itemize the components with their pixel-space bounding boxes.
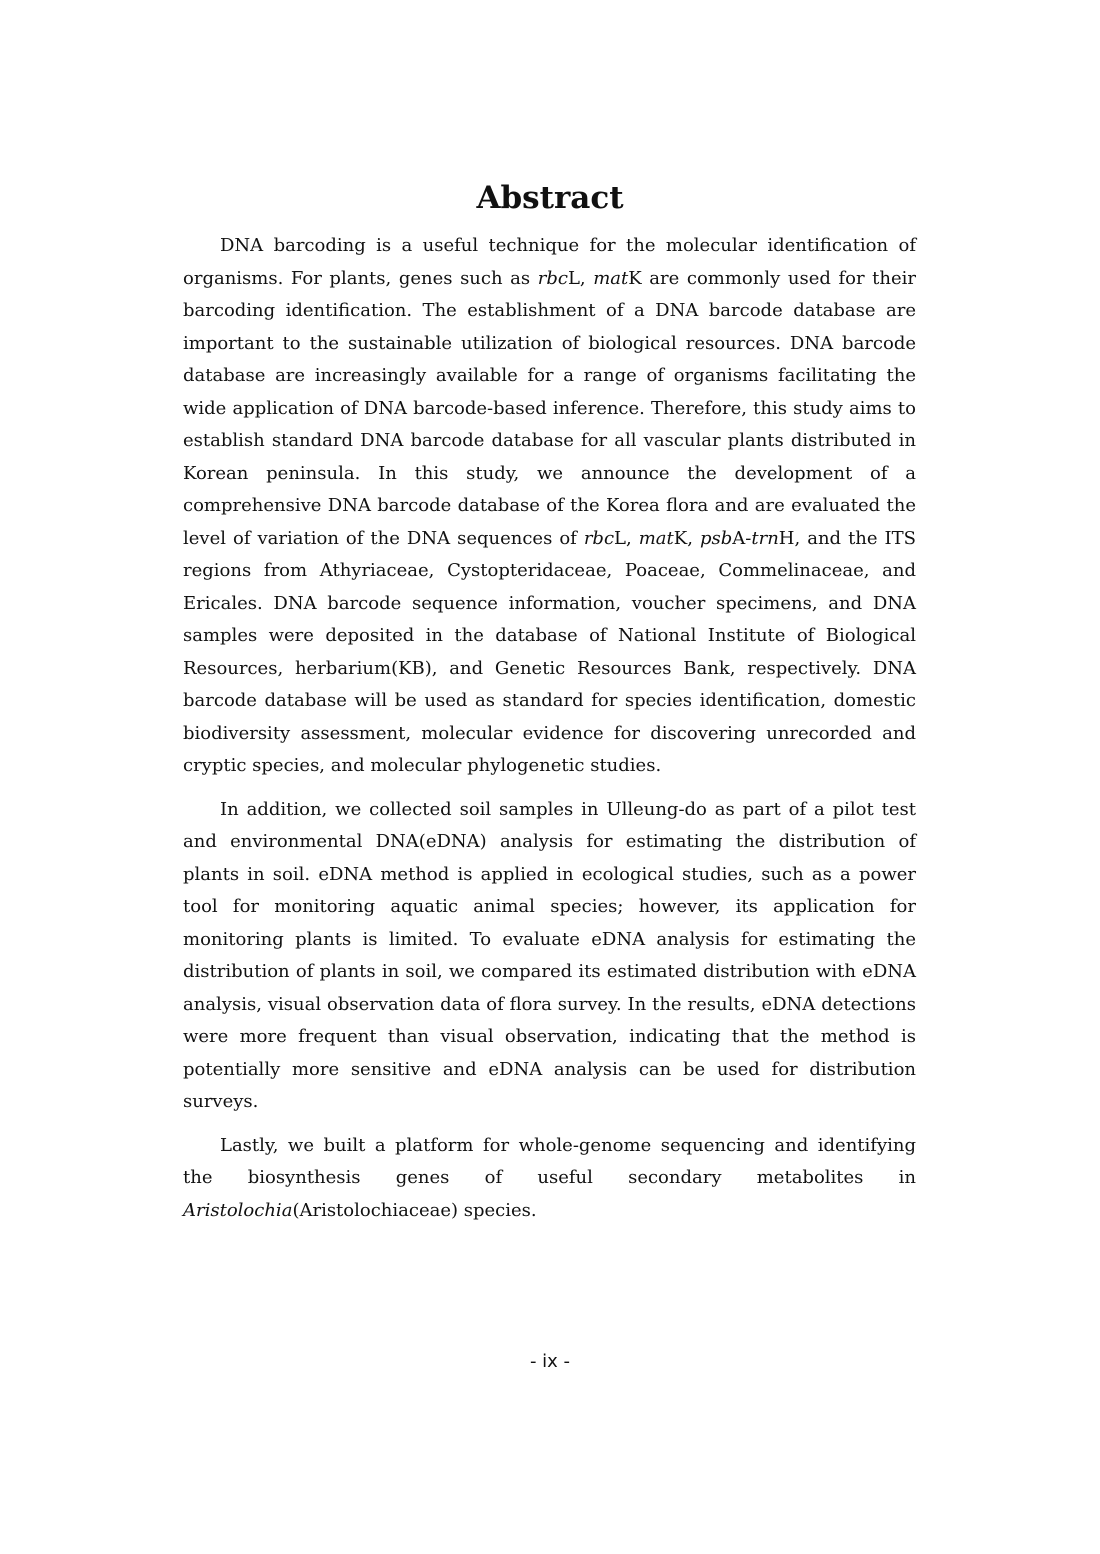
italic-term: mat [638, 527, 674, 549]
text-run: (Aristolochiaceae) species. [292, 1199, 537, 1221]
text-run: L, [567, 267, 594, 289]
italic-term: mat [593, 267, 629, 289]
abstract-paragraph-3 [183, 1130, 916, 1228]
text-run: DNA barcoding is a useful technique for the molecular identification of organisms. For plants, genes such as [183, 235, 916, 289]
text-run: A- [732, 527, 752, 549]
abstract-title: Abstract [476, 180, 624, 216]
page-number: - ix - [529, 1351, 571, 1372]
abstract-paragraph-2 [183, 794, 916, 1119]
text-run: K are commonly used for their barcoding identification. The establishment of a DNA barcode database are important to the sustainable utilization of biological resources. DNA barcode database are increasingly available for a range of organisms facilitating the wide application of DNA barcode-based inference. Therefore, this study aims to establish standard DNA barcode database for all vascular plants distributed in Korean peninsula. In this study, we announce the development of a comprehensive DNA barcode database of the Korea flora and are evaluated the level of variation of the DNA sequences of [183, 267, 916, 549]
text-run: H, and the ITS regions from Athyriaceae, Cystopteridaceae, Poaceae, Commelinaceae, and Ericales. DNA barcode sequence information, voucher specimens, and DNA samples were deposited in the database of National Institute of Biological Resources, herbarium(KB), and Genetic Resources Bank, respectively. DNA barcode database will be used as standard for species identification, domestic biodiversity assessment, molecular evidence for discovering unrecorded and cryptic species, and molecular phylogenetic studies. [183, 527, 917, 776]
abstract-paragraph-1 [183, 230, 916, 783]
text-run: L, [614, 527, 639, 549]
italic-term: trn [751, 527, 779, 549]
abstract-body [183, 230, 916, 1238]
italic-term: Aristolochia [183, 1199, 293, 1221]
italic-term: rbc [537, 267, 568, 289]
text-run: Lastly, we built a platform for whole-genome sequencing and identifying the biosynthesis genes of useful secondary metabolites in [183, 1134, 916, 1188]
italic-term: psb [699, 527, 733, 549]
text-run: In addition, we collected soil samples in Ulleung-do as part of a pilot test and environmental DNA(eDNA) analysis for estimating the distribution of plants in soil. eDNA method is applied in ecological studies, such as a power tool for monitoring aquatic animal species; however, its application for monitoring plants is limited. To evaluate eDNA analysis for estimating the distribution of plants in soil, we compared its estimated distribution with eDNA analysis, visual observation data of flora survey. In the results, eDNA detections were more frequent than visual observation, indicating that the method is potentially more sensitive and eDNA analysis can be used for distribution surveys. [183, 798, 916, 1112]
italic-term: rbc [583, 527, 615, 549]
text-run: K, [673, 527, 700, 549]
